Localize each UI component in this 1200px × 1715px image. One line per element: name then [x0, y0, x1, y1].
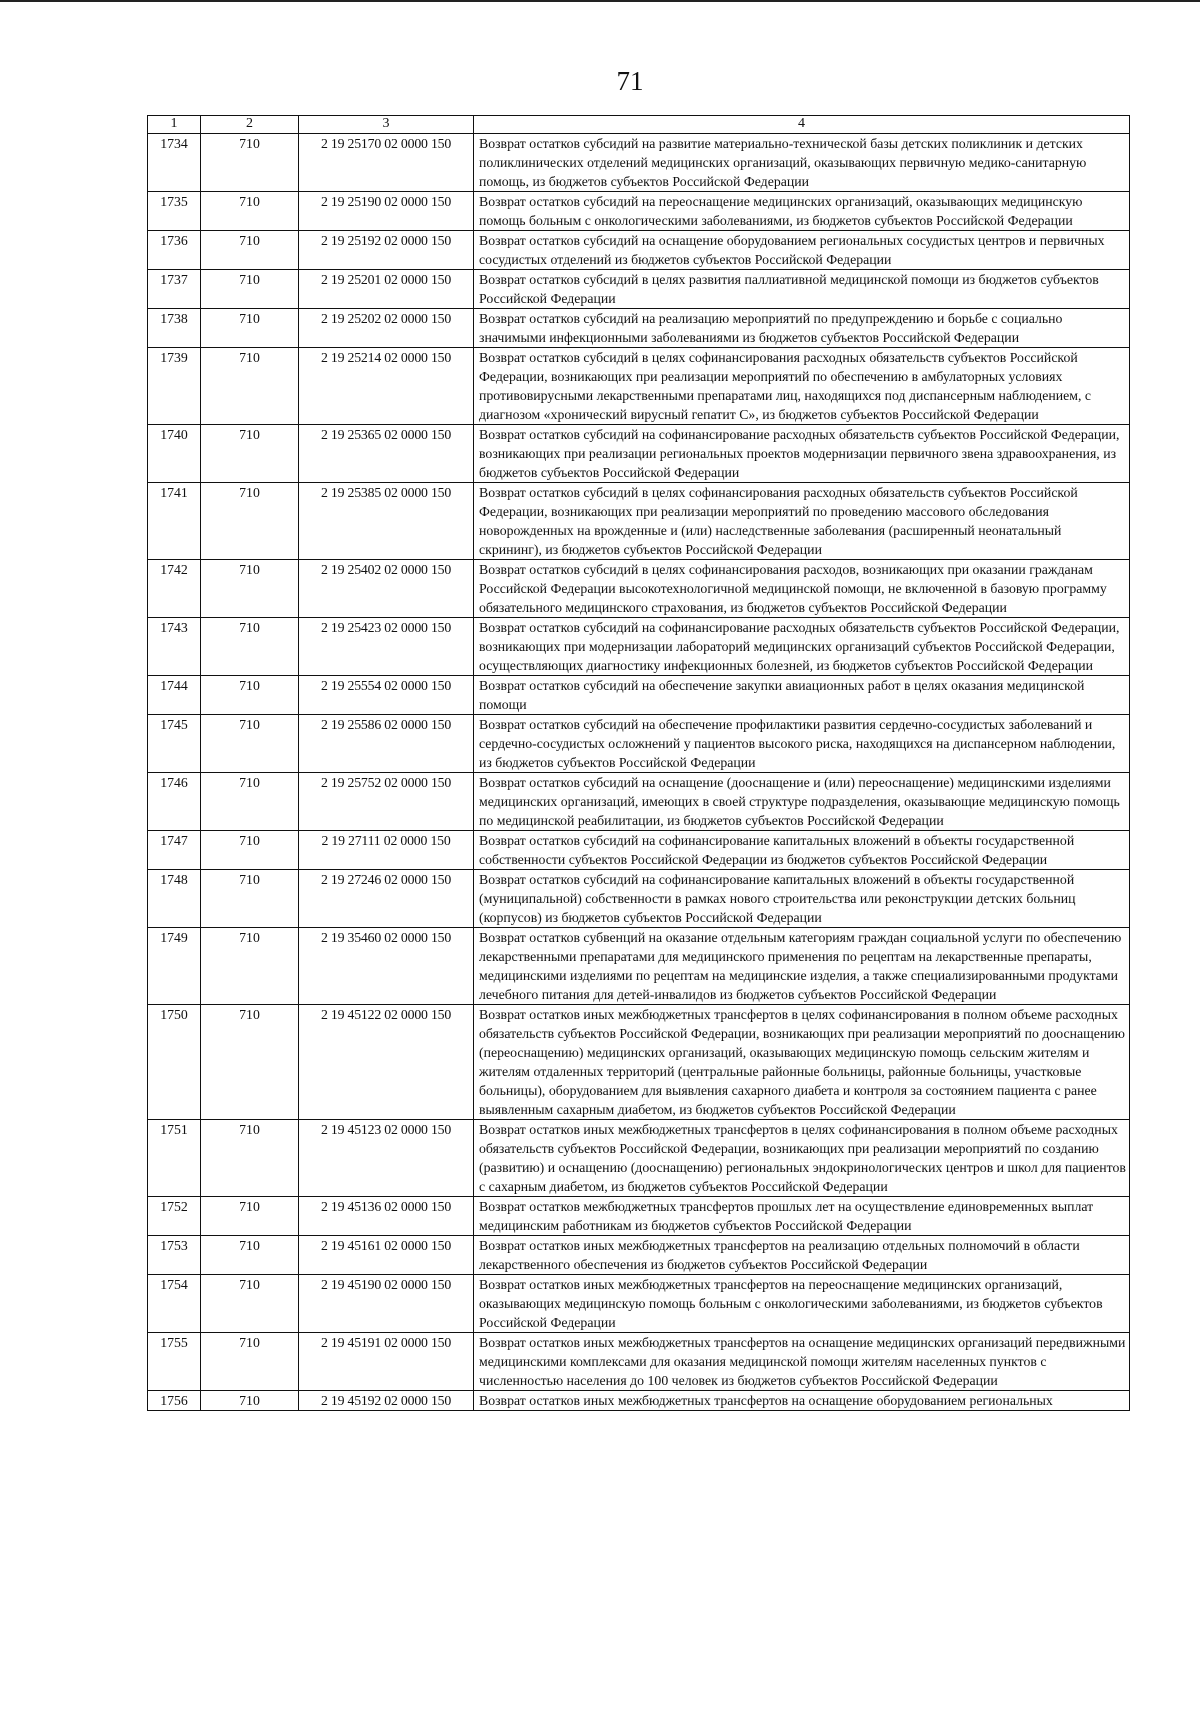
admin-code-cell: 710 [201, 1391, 299, 1411]
row-number-cell: 1754 [148, 1275, 201, 1333]
budget-classification-code-cell: 2 19 25201 02 0000 150 [299, 270, 474, 309]
budget-classification-code-cell: 2 19 45122 02 0000 150 [299, 1005, 474, 1120]
admin-code-cell: 710 [201, 192, 299, 231]
budget-classification-code-cell: 2 19 25423 02 0000 150 [299, 618, 474, 676]
admin-code-cell: 710 [201, 676, 299, 715]
table-row [148, 870, 1130, 928]
page-number: 71 [616, 66, 644, 96]
admin-code-cell: 710 [201, 715, 299, 773]
admin-code-cell: 710 [201, 1333, 299, 1391]
top-border-line [0, 0, 1200, 2]
row-number-cell: 1746 [148, 773, 201, 831]
description-cell: Возврат остатков иных межбюджетных трансфертов на оснащение оборудованием региональных [474, 1391, 1130, 1411]
table-row [148, 231, 1130, 270]
row-number-cell: 1751 [148, 1120, 201, 1197]
description-cell: Возврат остатков субсидий на софинансирование расходных обязательств субъектов Российской Федерации, возникающих при реализации региональных проектов модернизации первичного звена здравоохранения, из бюджетов субъектов Российской Федерации [474, 425, 1130, 483]
admin-code-cell: 710 [201, 1197, 299, 1236]
row-number-cell: 1745 [148, 715, 201, 773]
description-cell: Возврат остатков иных межбюджетных трансфертов на переоснащение медицинских организаций, оказывающих медицинскую помощь больным с онкологическими заболеваниями, из бюджетов субъектов Российской Федерации [474, 1275, 1130, 1333]
row-number-cell: 1744 [148, 676, 201, 715]
admin-code-cell: 710 [201, 1120, 299, 1197]
description-cell: Возврат остатков иных межбюджетных трансфертов на оснащение медицинских организаций передвижными медицинскими комплексами для оказания медицинской помощи жителям населенных пунктов с численностью населения до 100 человек из бюджетов субъектов Российской Федерации [474, 1333, 1130, 1391]
budget-classification-code-cell: 2 19 25365 02 0000 150 [299, 425, 474, 483]
row-number-cell: 1752 [148, 1197, 201, 1236]
row-number-cell: 1743 [148, 618, 201, 676]
table-row [148, 618, 1130, 676]
header-col-2: 2 [201, 116, 299, 134]
budget-classification-code-cell: 2 19 45192 02 0000 150 [299, 1391, 474, 1411]
admin-code-cell: 710 [201, 560, 299, 618]
row-number-cell: 1736 [148, 231, 201, 270]
budget-classification-code-cell: 2 19 25752 02 0000 150 [299, 773, 474, 831]
admin-code-cell: 710 [201, 309, 299, 348]
budget-classification-code-cell: 2 19 45190 02 0000 150 [299, 1275, 474, 1333]
admin-code-cell: 710 [201, 1005, 299, 1120]
row-number-cell: 1741 [148, 483, 201, 560]
description-cell: Возврат остатков субсидий в целях софинансирования расходных обязательств субъектов Российской Федерации, возникающих при реализации мероприятий по обеспечению в амбулаторных условиях противовирусными лекарственными препаратами лиц, находящихся под диспансерным наблюдением, с диагнозом «хронический вирусный гепатит С», из бюджетов субъектов Российской Федерации [474, 348, 1130, 425]
budget-classification-code-cell: 2 19 35460 02 0000 150 [299, 928, 474, 1005]
row-number-cell: 1739 [148, 348, 201, 425]
description-cell: Возврат остатков субсидий на переоснащение медицинских организаций, оказывающих медицинскую помощь больным с онкологическими заболеваниями, из бюджетов субъектов Российской Федерации [474, 192, 1130, 231]
table-row [148, 1391, 1130, 1411]
budget-classification-code-cell: 2 19 25190 02 0000 150 [299, 192, 474, 231]
admin-code-cell: 710 [201, 1275, 299, 1333]
description-cell: Возврат остатков субсидий на развитие материально-технической базы детских поликлиник и детских поликлинических отделений медицинских организаций, оказывающих первичную медико-санитарную помощь, из бюджетов субъектов Российской Федерации [474, 134, 1130, 192]
row-number-cell: 1742 [148, 560, 201, 618]
budget-classification-code-cell: 2 19 45191 02 0000 150 [299, 1333, 474, 1391]
table-row [148, 134, 1130, 192]
table-row [148, 270, 1130, 309]
description-cell: Возврат остатков субсидий в целях софинансирования расходов, возникающих при оказании гражданам Российской Федерации высокотехнологичной медицинской помощи, не включенной в базовую программу обязательного медицинского страхования, из бюджетов субъектов Российской Федерации [474, 560, 1130, 618]
row-number-cell: 1740 [148, 425, 201, 483]
description-cell: Возврат остатков субсидий на обеспечение профилактики развития сердечно-сосудистых заболеваний и сердечно-сосудистых осложнений у пациентов высокого риска, находящихся на диспансерном наблюдении, из бюджетов субъектов Российской Федерации [474, 715, 1130, 773]
description-cell: Возврат остатков субсидий в целях софинансирования расходных обязательств субъектов Российской Федерации, возникающих при реализации мероприятий по проведению массового обследования новорожденных на врожденные и (или) наследственные заболевания (расширенный неонатальный скрининг), из бюджетов субъектов Российской Федерации [474, 483, 1130, 560]
admin-code-cell: 710 [201, 483, 299, 560]
table-row [148, 309, 1130, 348]
admin-code-cell: 710 [201, 270, 299, 309]
admin-code-cell: 710 [201, 134, 299, 192]
budget-classification-code-cell: 2 19 25402 02 0000 150 [299, 560, 474, 618]
budget-classification-code-cell: 2 19 25586 02 0000 150 [299, 715, 474, 773]
table-row [148, 1005, 1130, 1120]
row-number-cell: 1756 [148, 1391, 201, 1411]
description-cell: Возврат остатков субвенций на оказание отдельным категориям граждан социальной услуги по обеспечению лекарственными препаратами для медицинского применения по рецептам на лекарственные препараты, медицинскими изделиями по рецептам на медицинские изделия, а также специализированными продуктами лечебного питания для детей-инвалидов из бюджетов субъектов Российской Федерации [474, 928, 1130, 1005]
budget-codes-table [147, 115, 1130, 1411]
table-row [148, 1120, 1130, 1197]
table-row [148, 1236, 1130, 1275]
admin-code-cell: 710 [201, 773, 299, 831]
table-row [148, 1197, 1130, 1236]
admin-code-cell: 710 [201, 618, 299, 676]
admin-code-cell: 710 [201, 831, 299, 870]
budget-classification-code-cell: 2 19 27246 02 0000 150 [299, 870, 474, 928]
table-row [148, 773, 1130, 831]
table-header-row [148, 116, 1130, 134]
header-col-4: 4 [474, 116, 1130, 134]
table-row [148, 483, 1130, 560]
row-number-cell: 1753 [148, 1236, 201, 1275]
row-number-cell: 1747 [148, 831, 201, 870]
table-row [148, 560, 1130, 618]
admin-code-cell: 710 [201, 231, 299, 270]
budget-classification-code-cell: 2 19 45136 02 0000 150 [299, 1197, 474, 1236]
budget-classification-code-cell: 2 19 27111 02 0000 150 [299, 831, 474, 870]
header-col-1: 1 [148, 116, 201, 134]
row-number-cell: 1734 [148, 134, 201, 192]
budget-classification-code-cell: 2 19 45161 02 0000 150 [299, 1236, 474, 1275]
row-number-cell: 1738 [148, 309, 201, 348]
table-row [148, 348, 1130, 425]
budget-classification-code-cell: 2 19 45123 02 0000 150 [299, 1120, 474, 1197]
row-number-cell: 1755 [148, 1333, 201, 1391]
row-number-cell: 1750 [148, 1005, 201, 1120]
description-cell: Возврат остатков субсидий на реализацию мероприятий по предупреждению и борьбе с социально значимыми инфекционными заболеваниями из бюджетов субъектов Российской Федерации [474, 309, 1130, 348]
budget-classification-code-cell: 2 19 25170 02 0000 150 [299, 134, 474, 192]
description-cell: Возврат остатков субсидий на софинансирование капитальных вложений в объекты государственной (муниципальной) собственности в рамках нового строительства или реконструкции детских больниц (корпусов) из бюджетов субъектов Российской Федерации [474, 870, 1130, 928]
admin-code-cell: 710 [201, 928, 299, 1005]
table-row [148, 715, 1130, 773]
budget-classification-code-cell: 2 19 25192 02 0000 150 [299, 231, 474, 270]
table-row [148, 1275, 1130, 1333]
description-cell: Возврат остатков иных межбюджетных трансфертов на реализацию отдельных полномочий в области лекарственного обеспечения из бюджетов субъектов Российской Федерации [474, 1236, 1130, 1275]
description-cell: Возврат остатков субсидий на оснащение оборудованием региональных сосудистых центров и первичных сосудистых отделений из бюджетов субъектов Российской Федерации [474, 231, 1130, 270]
budget-classification-code-cell: 2 19 25202 02 0000 150 [299, 309, 474, 348]
row-number-cell: 1735 [148, 192, 201, 231]
description-cell: Возврат остатков субсидий на обеспечение закупки авиационных работ в целях оказания медицинской помощи [474, 676, 1130, 715]
description-cell: Возврат остатков иных межбюджетных трансфертов в целях софинансирования в полном объеме расходных обязательств субъектов Российской Федерации, возникающих при реализации мероприятий по созданию (развитию) и оснащению (дооснащению) региональных эндокринологических центров и школ для пациентов с сахарным диабетом, из бюджетов субъектов Российской Федерации [474, 1120, 1130, 1197]
budget-classification-code-cell: 2 19 25385 02 0000 150 [299, 483, 474, 560]
header-col-3: 3 [299, 116, 474, 134]
description-cell: Возврат остатков иных межбюджетных трансфертов в целях софинансирования в полном объеме расходных обязательств субъектов Российской Федерации, возникающих при реализации мероприятий по дооснащению (переоснащению) медицинских организаций, оказывающих медицинскую помощь сельским жителям и жителям отдаленных территорий (центральные районные больницы, районные больницы, участковые больницы), оборудованием для выявления сахарного диабета и контроля за состоянием пациента с ранее выявленным сахарным диабетом, из бюджетов субъектов Российской Федерации [474, 1005, 1130, 1120]
admin-code-cell: 710 [201, 348, 299, 425]
admin-code-cell: 710 [201, 1236, 299, 1275]
table-row [148, 831, 1130, 870]
admin-code-cell: 710 [201, 425, 299, 483]
row-number-cell: 1749 [148, 928, 201, 1005]
budget-classification-code-cell: 2 19 25554 02 0000 150 [299, 676, 474, 715]
description-cell: Возврат остатков межбюджетных трансфертов прошлых лет на осуществление единовременных выплат медицинским работникам из бюджетов субъектов Российской Федерации [474, 1197, 1130, 1236]
table-row [148, 676, 1130, 715]
table-row [148, 192, 1130, 231]
description-cell: Возврат остатков субсидий на софинансирование капитальных вложений в объекты государственной собственности субъектов Российской Федерации из бюджетов субъектов Российской Федерации [474, 831, 1130, 870]
table-row [148, 425, 1130, 483]
table-row [148, 928, 1130, 1005]
budget-classification-code-cell: 2 19 25214 02 0000 150 [299, 348, 474, 425]
admin-code-cell: 710 [201, 870, 299, 928]
description-cell: Возврат остатков субсидий на оснащение (дооснащение и (или) переоснащение) медицинскими изделиями медицинских организаций, имеющих в своей структуре подразделения, оказывающие медицинскую помощь по медицинской реабилитации, из бюджетов субъектов Российской Федерации [474, 773, 1130, 831]
row-number-cell: 1748 [148, 870, 201, 928]
table-row [148, 1333, 1130, 1391]
row-number-cell: 1737 [148, 270, 201, 309]
description-cell: Возврат остатков субсидий на софинансирование расходных обязательств субъектов Российской Федерации, возникающих при модернизации лабораторий медицинских организаций субъектов Российской Федерации, осуществляющих диагностику инфекционных болезней, из бюджетов субъектов Российской Федерации [474, 618, 1130, 676]
table-body [148, 134, 1130, 1411]
description-cell: Возврат остатков субсидий в целях развития паллиативной медицинской помощи из бюджетов субъектов Российской Федерации [474, 270, 1130, 309]
